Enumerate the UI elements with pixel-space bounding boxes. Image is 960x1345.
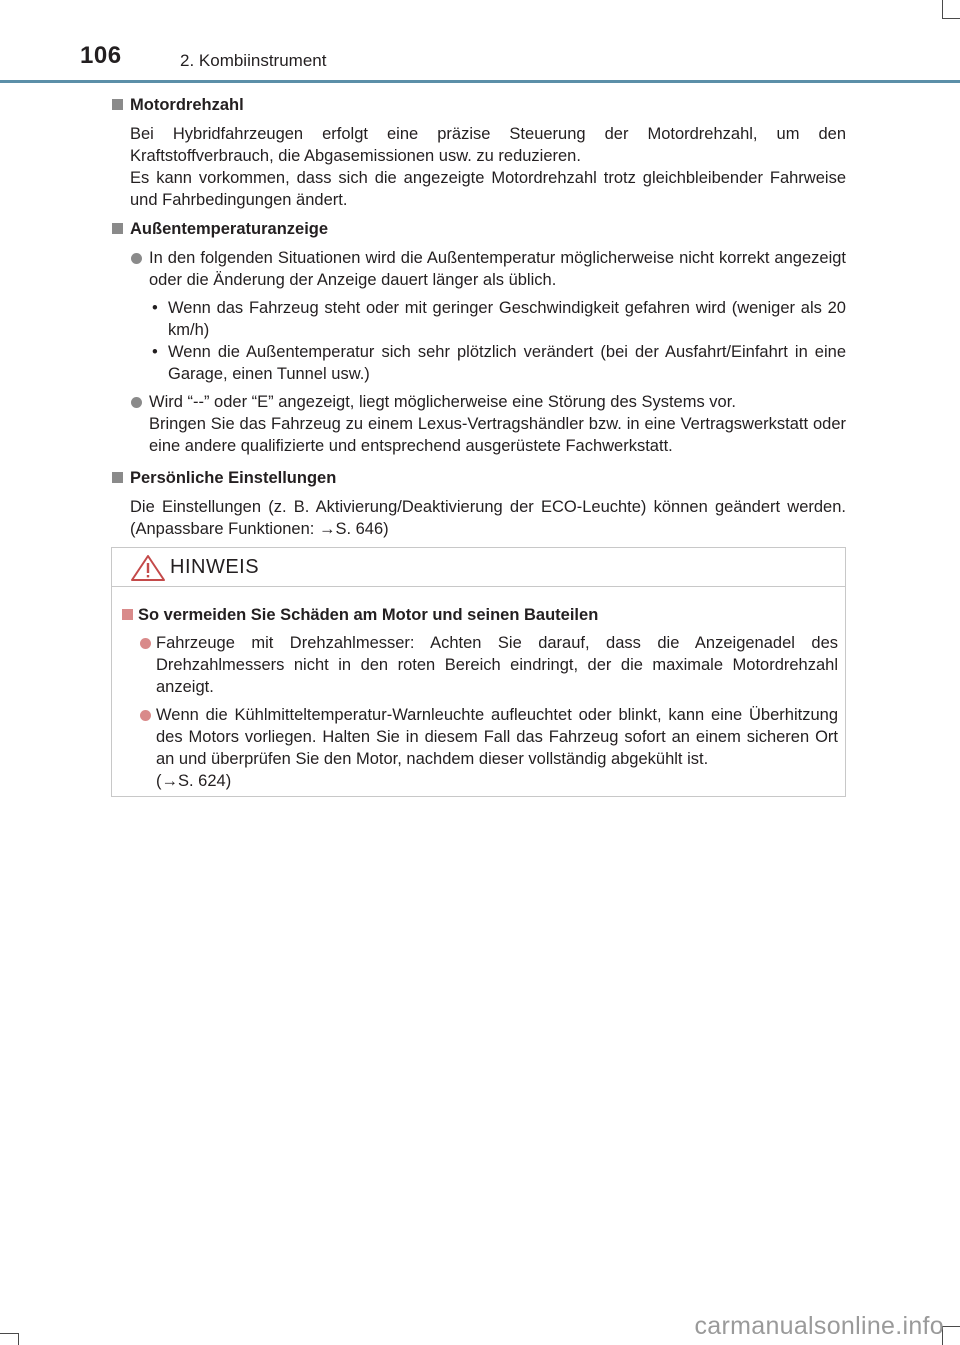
main-content [112,94,846,547]
notice-body [122,604,838,798]
notice-box [111,547,846,797]
chapter-title: 2. Kombiinstrument [180,51,327,70]
circle-bullet-icon [140,710,151,721]
square-bullet-icon [122,609,133,620]
circle-bullet-icon [131,253,142,264]
list-item: Wenn die Kühlmitteltemperatur-Warnleuchte aufleuchtet oder blinkt, kann eine Überhitzung des Motors vorliegen. Halten Sie in diesem Fall das Fahrzeug sofort an einem sicheren Ort an und überprüfen Sie den Motor, nachdem dieser vollständig abgekühlt ist. (→S. 624) [122,704,838,792]
sub-list-item: • Wenn das Fahrzeug steht oder mit geringer Geschwindigkeit gefahren wird (weniger als 20 km/h) [152,299,846,339]
watermark: carmanualsonline.info [694,1312,944,1340]
page-number: 106 [80,42,122,69]
crop-mark-bottom-left-v [18,1333,19,1345]
notice-header [112,548,845,587]
crop-mark-bottom-left-h [0,1333,18,1334]
circle-bullet-icon [131,397,142,408]
section-body-einstellungen [112,496,846,540]
list-item: Fahrzeuge mit Drehzahlmesser: Achten Sie darauf, dass die Anzeigenadel des Drehzahlmessers nicht in den roten Bereich eindringt, der die maximale Motordrehzahl anzeigt. [122,632,838,698]
section-title-motordrehzahl: Motordrehzahl [112,94,846,116]
notice-title: So vermeiden Sie Schäden am Motor und seinen Bauteilen [122,604,838,626]
square-bullet-icon [112,223,123,234]
warning-triangle-icon [130,554,166,582]
paragraph: Es kann vorkommen, dass sich die angezeigte Motordrehzahl trotz gleichbleibender Fahrweise und Fahrbedingungen ändert. [130,169,846,209]
crop-mark-top-right-h [942,18,960,19]
header-rule [0,80,960,83]
crop-mark-bottom-right-h [942,1326,960,1327]
paragraph: Die Einstellungen (z. B. Aktivierung/Deaktivierung der ECO-Leuchte) können geändert werden. (Anpassbare Funktionen: →S. 646) [130,498,846,538]
section-body-motordrehzahl [112,123,846,211]
square-bullet-icon [112,99,123,110]
paragraph: Bei Hybridfahrzeugen erfolgt eine präzise Steuerung der Motordrehzahl, um den Kraftstoffverbrauch, die Abgasemissionen usw. zu reduzieren. [130,125,846,165]
sub-list [112,297,846,385]
section-title-einstellungen: Persönliche Einstellungen [112,467,846,489]
dot-marker-icon: • [152,299,158,317]
section-title-aussentemperatur: Außentemperaturanzeige [112,218,846,240]
page-header [0,0,960,82]
crop-mark-top-right-v [942,0,943,18]
dot-marker-icon: • [152,343,158,361]
list-item: Wird “--” oder “E” angezeigt, liegt möglicherweise eine Störung des Systems vor. Bringen Sie das Fahrzeug zu einem Lexus-Vertragshändler bzw. in eine Vertragswerkstatt oder eine andere qualifizierte und entsprechend ausgerüstete Fachwerkstatt. [112,391,846,457]
notice-label: HINWEIS [170,556,260,578]
list-item: In den folgenden Situationen wird die Außentemperatur möglicherweise nicht korrekt angezeigt oder die Änderung der Anzeige dauert länger als üblich. [112,247,846,291]
sub-list-item: • Wenn die Außentemperatur sich sehr plötzlich verändert (bei der Ausfahrt/Einfahrt in eine Garage, einen Tunnel usw.) [152,343,846,383]
circle-bullet-icon [140,638,151,649]
square-bullet-icon [112,472,123,483]
